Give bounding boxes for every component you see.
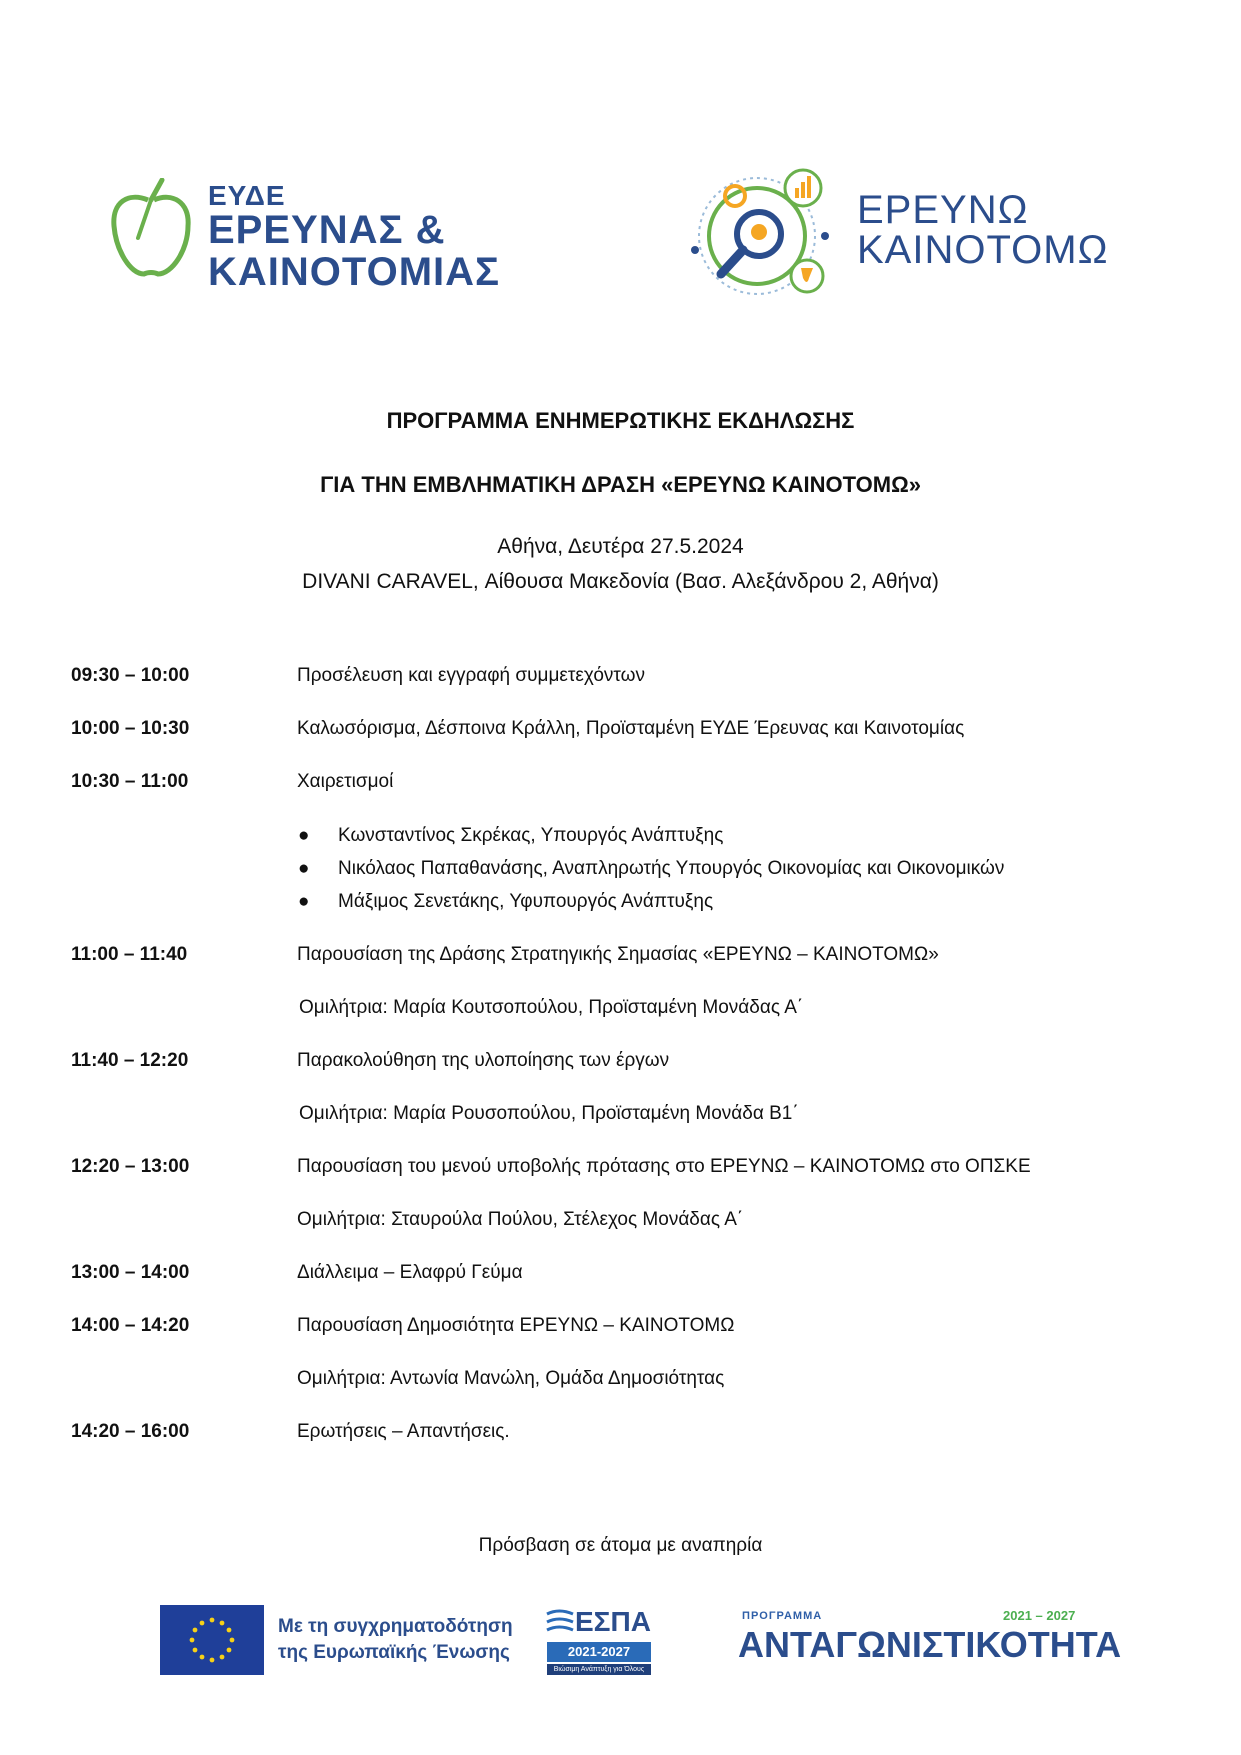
greeting-speaker: Νικόλαος Παπαθανάσης, Αναπληρωτής Υπουργός Οικονομίας και Οικονομικών: [338, 858, 1005, 879]
agenda-item: Καλωσόρισμα, Δέσποινα Κράλλη, Προϊσταμένη ΕΥΔΕ Έρευνας και Καινοτομίας: [297, 718, 965, 739]
agenda-item: Παρουσίαση του μενού υποβολής πρότασης στο ΕΡΕΥΝΩ – ΚΑΙΝΟΤΟΜΩ στο ΟΠΣΚΕ: [297, 1156, 1031, 1177]
agenda-item: Προσέλευση και εγγραφή συμμετεχόντων: [297, 665, 645, 686]
eu-flag-icon: [160, 1605, 264, 1675]
event-venue: DIVANI CARAVEL, Αίθουσα Μακεδονία (Βασ. Αλεξάνδρου 2, Αθήνα): [302, 570, 939, 593]
eyde-logo-line3: ΚΑΙΝΟΤΟΜΙΑΣ: [208, 250, 501, 294]
espa-years: 2021-2027: [547, 1642, 651, 1662]
agenda-time: 12:20 – 13:00: [71, 1156, 190, 1177]
program-label: ΠΡΟΓΡΑΜΜΑ: [742, 1610, 823, 1622]
espa-subtitle: Βιώσιμη Ανάπτυξη για Όλους: [547, 1664, 651, 1675]
agenda-speaker: Ομιλήτρια: Αντωνία Μανώλη, Ομάδα Δημοσιότητας: [297, 1368, 725, 1389]
agenda-speaker: Ομιλήτρια: Μαρία Κουτσοπούλου, Προϊσταμένη Μονάδας Α΄: [299, 997, 804, 1018]
agenda-time: 09:30 – 10:00: [71, 665, 190, 686]
program-name: ΑΝΤΑΓΩΝΙΣΤΙΚΟΤΗΤΑ: [738, 1624, 1122, 1665]
agenda-time: 13:00 – 14:00: [71, 1262, 190, 1283]
eyde-logo: [108, 170, 508, 294]
eu-cofunding-line1: Με τη συγχρηματοδότηση: [278, 1616, 513, 1637]
agenda-item: Ερωτήσεις – Απαντήσεις.: [297, 1421, 510, 1442]
espa-name: ΕΣΠΑ: [575, 1606, 651, 1637]
eyde-logo-line2: ΕΡΕΥΝΑΣ &: [208, 208, 446, 252]
agenda-time: 11:40 – 12:20: [71, 1050, 189, 1071]
agenda-speaker: Ομιλήτρια: Σταυρούλα Πούλου, Στέλεχος Μονάδας Α΄: [297, 1209, 744, 1230]
apple-logo-icon: [108, 178, 194, 282]
agenda-item: Διάλλειμα – Ελαφρύ Γεύμα: [297, 1262, 523, 1283]
erevno-logo-line2: ΚΑΙΝΟΤΟΜΩ: [857, 228, 1109, 272]
program-title: ΠΡΟΓΡΑΜΜΑ ΕΝΗΜΕΡΩΤΙΚΗΣ ΕΚΔΗΛΩΣΗΣ: [386, 408, 855, 433]
event-date: Αθήνα, Δευτέρα 27.5.2024: [497, 535, 744, 558]
program-subtitle: ΓΙΑ ΤΗΝ ΕΜΒΛΗΜΑΤΙΚΗ ΔΡΑΣΗ «ΕΡΕΥΝΩ ΚΑΙΝΟΤΟΜΩ»: [320, 472, 921, 497]
program-years: 2021 – 2027: [1003, 1608, 1076, 1623]
agenda-time: 10:30 – 11:00: [71, 771, 189, 792]
bullet-icon: ●: [298, 825, 310, 846]
espa-logo: [545, 1606, 655, 1676]
agenda-time: 14:00 – 14:20: [71, 1315, 190, 1336]
bullet-icon: ●: [298, 858, 310, 879]
eyde-logo-line1: ΕΥΔΕ: [208, 180, 286, 211]
innovation-magnifier-icon: [685, 160, 835, 310]
agenda-speaker: Ομιλήτρια: Μαρία Ρουσοπούλου, Προϊσταμένη Μονάδα Β1΄: [299, 1103, 799, 1124]
bullet-icon: ●: [298, 891, 310, 912]
agenda-item: Παρουσίαση Δημοσιότητα ΕΡΕΥΝΩ – ΚΑΙΝΟΤΟΜΩ: [297, 1315, 735, 1336]
erevno-kainotomo-logo: [685, 160, 1109, 310]
agenda-item: Χαιρετισμοί: [297, 771, 394, 792]
espa-waves-icon: [545, 1606, 575, 1640]
agenda-time: 11:00 – 11:40: [71, 944, 188, 965]
agenda-time: 10:00 – 10:30: [71, 718, 190, 739]
erevno-logo-line1: ΕΡΕΥΝΩ: [857, 188, 1029, 232]
eu-cofunding-line2: της Ευρωπαϊκής Ένωσης: [278, 1642, 510, 1663]
agenda-item: Παρακολούθηση της υλοποίησης των έργων: [297, 1050, 670, 1071]
greeting-speaker: Μάξιμος Σενετάκης, Υφυπουργός Ανάπτυξης: [338, 891, 714, 912]
eu-cofunding-text: [278, 1614, 513, 1666]
agenda-time: 14:20 – 16:00: [71, 1421, 190, 1442]
agenda-item: Παρουσίαση της Δράσης Στρατηγικής Σημασίας «ΕΡΕΥΝΩ – ΚΑΙΝΟΤΟΜΩ»: [297, 944, 939, 965]
greeting-speaker: Κωνσταντίνος Σκρέκας, Υπουργός Ανάπτυξης: [338, 825, 724, 846]
accessibility-note: Πρόσβαση σε άτομα με αναπηρία: [478, 1535, 763, 1556]
